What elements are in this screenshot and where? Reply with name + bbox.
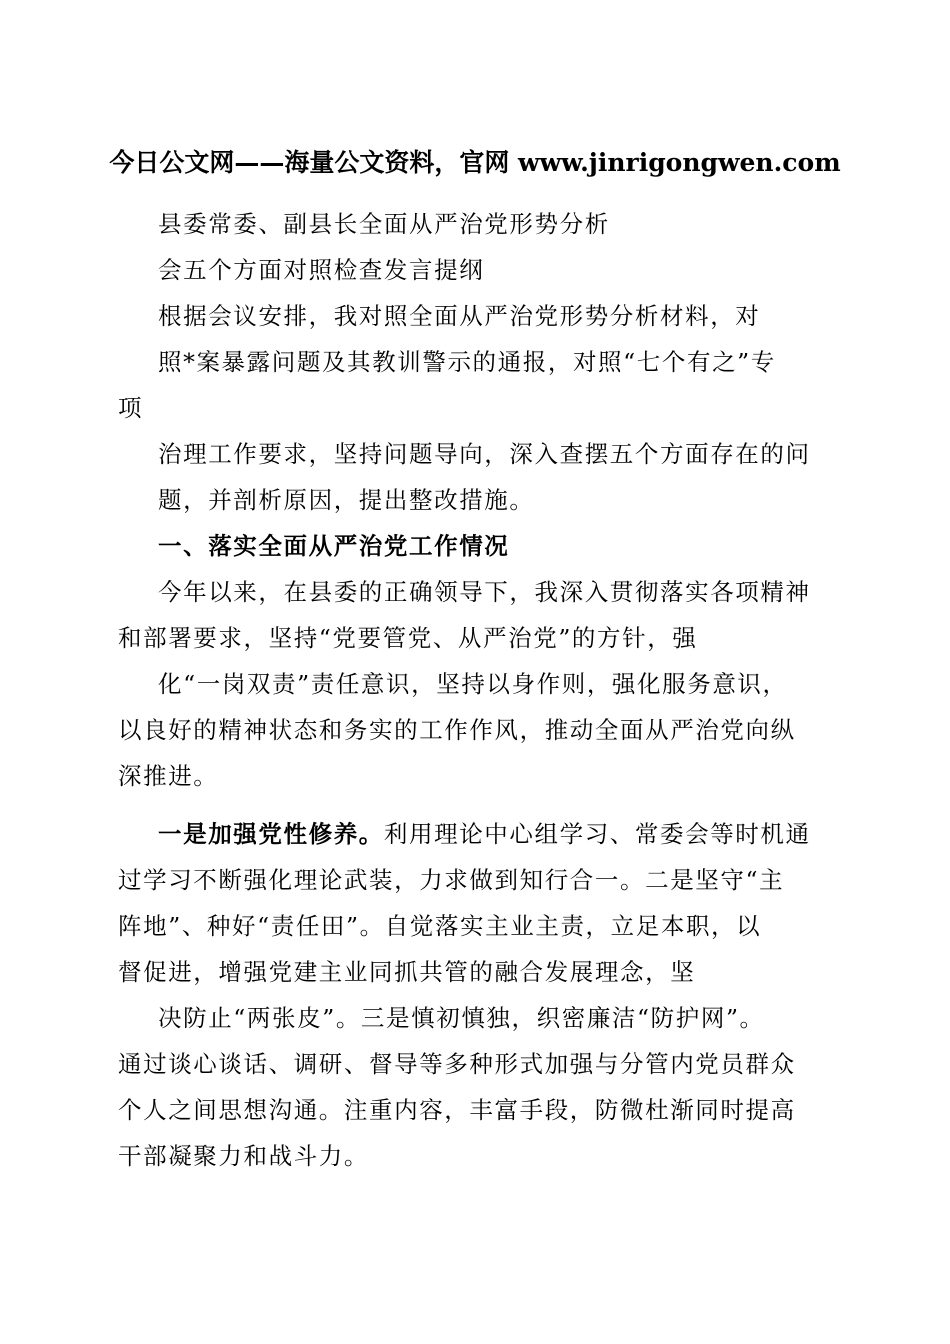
site-header: 今日公文网——海量公文资料，官网 www.jinrigongwen.com: [109, 148, 841, 177]
paragraph-line: 今年以来，在县委的正确领导下，我深入贯彻落实各项精神: [158, 578, 811, 606]
intro-line: 项: [118, 394, 144, 422]
paragraph-line: 通过谈心谈话、调研、督导等多种形式加强与分管内党员群众: [118, 1050, 796, 1078]
paragraph-line: 督促进，增强党建主业同抓共管的融合发展理念，坚: [118, 958, 696, 986]
document-body: [118, 201, 828, 1179]
paragraph-line: 化“一岗双责”责任意识，坚持以身作则，强化服务意识，: [158, 670, 788, 698]
paragraph-line: 和部署要求，坚持“党要管党、从严治党”的方针，强: [118, 624, 698, 652]
intro-line: 根据会议安排，我对照全面从严治党形势分析材料，对: [158, 302, 761, 330]
paragraph-line: [118, 811, 828, 857]
section-heading: 一、落实全面从严治党工作情况: [158, 532, 510, 560]
intro-line: 照*案暴露问题及其教训警示的通报，对照“七个有之”专: [158, 348, 776, 376]
intro-line: 题，并剖析原因，提出整改措施。: [158, 486, 535, 514]
paragraph-line: 过学习不断强化理论武装，力求做到知行合一。二是坚守“主: [118, 866, 785, 894]
para-lead-rest: 利用理论中心组学习、常委会等时机通: [383, 820, 811, 848]
paragraph-line: 个人之间思想沟通。注重内容，丰富手段，防微杜渐同时提高: [118, 1096, 796, 1124]
paragraph-line: 决防止“两张皮”。三是慎初慎独，织密廉洁“防护网”。: [158, 1004, 765, 1032]
paragraph-line: 阵地”、种好“责任田”。自觉落实主业主责，立足本职，以: [118, 912, 762, 940]
paragraph-line: 以良好的精神状态和务实的工作作风，推动全面从严治党向纵: [118, 716, 796, 744]
doc-title-line-1: 县委常委、副县长全面从严治党形势分析: [158, 210, 610, 238]
para-lead-phrase: 一是加强党性修养。: [158, 820, 384, 848]
paragraph-line: 干部凝聚力和战斗力。: [118, 1142, 369, 1170]
doc-title-line-2: 会五个方面对照检查发言提纲: [158, 256, 485, 284]
paragraph-line: 深推进。: [118, 762, 219, 790]
intro-line: 治理工作要求，坚持问题导向，深入查摆五个方面存在的问: [158, 440, 811, 468]
